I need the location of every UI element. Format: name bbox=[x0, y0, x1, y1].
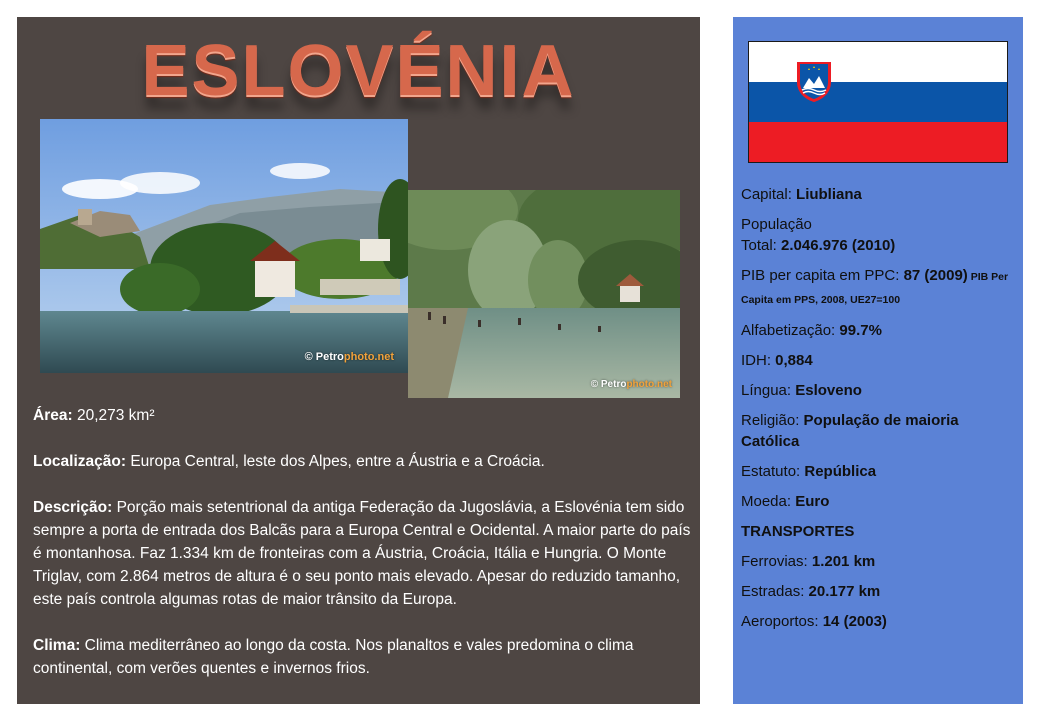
status-value: República bbox=[804, 463, 877, 480]
population-total-value: 2.046.976 (2010) bbox=[781, 237, 896, 254]
coat-of-arms-icon bbox=[795, 60, 833, 104]
literacy-value: 99.7% bbox=[839, 322, 882, 339]
fact-literacy bbox=[741, 320, 1021, 341]
population-label: População bbox=[741, 216, 812, 233]
area-label: Área: bbox=[33, 407, 73, 424]
language-value: Esloveno bbox=[795, 382, 862, 399]
facts-list bbox=[741, 184, 1021, 641]
country-info-text bbox=[33, 404, 693, 680]
flag-stripe-red bbox=[749, 122, 1007, 162]
airports-value: 14 (2003) bbox=[822, 613, 887, 630]
fact-gdp bbox=[741, 265, 1021, 311]
status-label: Estatuto: bbox=[741, 463, 805, 480]
language-label: Língua: bbox=[741, 382, 796, 399]
flag-stripe-blue bbox=[749, 82, 1007, 122]
capital-value: Liubliana bbox=[796, 186, 862, 203]
description-paragraph bbox=[33, 496, 693, 611]
right-panel bbox=[733, 17, 1023, 704]
roads-label: Estradas: bbox=[741, 583, 809, 600]
climate-label: Clima: bbox=[33, 637, 81, 654]
description-label: Descrição: bbox=[33, 499, 113, 516]
photo1-image bbox=[40, 119, 408, 373]
roads-value: 20.177 km bbox=[808, 583, 881, 600]
gdp-value: 87 (2009) bbox=[903, 267, 968, 284]
airports-label: Aeroportos: bbox=[741, 613, 823, 630]
hdi-value: 0,884 bbox=[775, 352, 813, 369]
fact-railways bbox=[741, 551, 1021, 572]
climate-paragraph bbox=[33, 634, 693, 680]
transport-heading bbox=[741, 521, 1021, 542]
photo-lake-bled-island bbox=[40, 119, 408, 373]
fact-currency bbox=[741, 491, 1021, 512]
literacy-label: Alfabetização: bbox=[741, 322, 840, 339]
railways-value: 1.201 km bbox=[811, 553, 876, 570]
gdp-note: PIB Per Capita em PPS, 2008, UE27=100 bbox=[741, 271, 1009, 306]
fact-roads bbox=[741, 581, 1021, 602]
photo2-watermark: © Petrophoto.net bbox=[590, 379, 672, 390]
area-value: 20,273 km² bbox=[72, 407, 155, 424]
page-title: ESLOVÉNIA bbox=[141, 31, 576, 111]
location-value: Europa Central, leste dos Alpes, entre a Áustria e a Croácia. bbox=[126, 453, 545, 470]
fact-language bbox=[741, 380, 1021, 401]
slovenia-flag bbox=[748, 41, 1008, 163]
photo1-watermark: © Petrophoto.net bbox=[304, 351, 394, 363]
location-paragraph bbox=[33, 450, 693, 473]
photo-lake-beach bbox=[408, 190, 680, 398]
climate-value: Clima mediterrâneo ao longo da costa. Nos planaltos e vales predomina o clima continental, com verões quentes e invernos frios. bbox=[33, 637, 634, 677]
left-panel bbox=[17, 17, 700, 704]
gdp-label: PIB per capita em PPC: bbox=[741, 267, 904, 284]
currency-label: Moeda: bbox=[741, 493, 796, 510]
location-label: Localização: bbox=[33, 453, 127, 470]
fact-airports bbox=[741, 611, 1021, 632]
transport-heading-text: TRANSPORTES bbox=[741, 523, 855, 540]
currency-value: Euro bbox=[795, 493, 830, 510]
religion-label: Religião: bbox=[741, 412, 804, 429]
railways-label: Ferrovias: bbox=[741, 553, 812, 570]
fact-status bbox=[741, 461, 1021, 482]
capital-label: Capital: bbox=[741, 186, 797, 203]
hdi-label: IDH: bbox=[741, 352, 776, 369]
description-value: Porção mais setentrional da antiga Federação da Jugoslávia, a Eslovénia tem sido sempre a porta de entrada dos Balcãs para a Europa Central e Ocidental. A maior parte do país é montanhosa. Faz 1.334 km de fronteiras com a Áustria, Croácia, Itália e Hungria. O Monte Triglav, com 2.864 metros de altura é o seu ponto mais elevado. Apesar do reduzido tamanho, este país controla algumas rotas de maior trânsito da Europa. bbox=[33, 499, 691, 608]
population-total-label: Total: bbox=[741, 237, 782, 254]
religion-value: População de maioria Católica bbox=[741, 412, 959, 450]
flag-stripe-white bbox=[749, 42, 1007, 82]
fact-population bbox=[741, 214, 1021, 256]
area-paragraph bbox=[33, 404, 693, 427]
photo2-image bbox=[408, 190, 680, 398]
fact-religion bbox=[741, 410, 1021, 452]
fact-hdi bbox=[741, 350, 1021, 371]
fact-capital bbox=[741, 184, 1021, 205]
